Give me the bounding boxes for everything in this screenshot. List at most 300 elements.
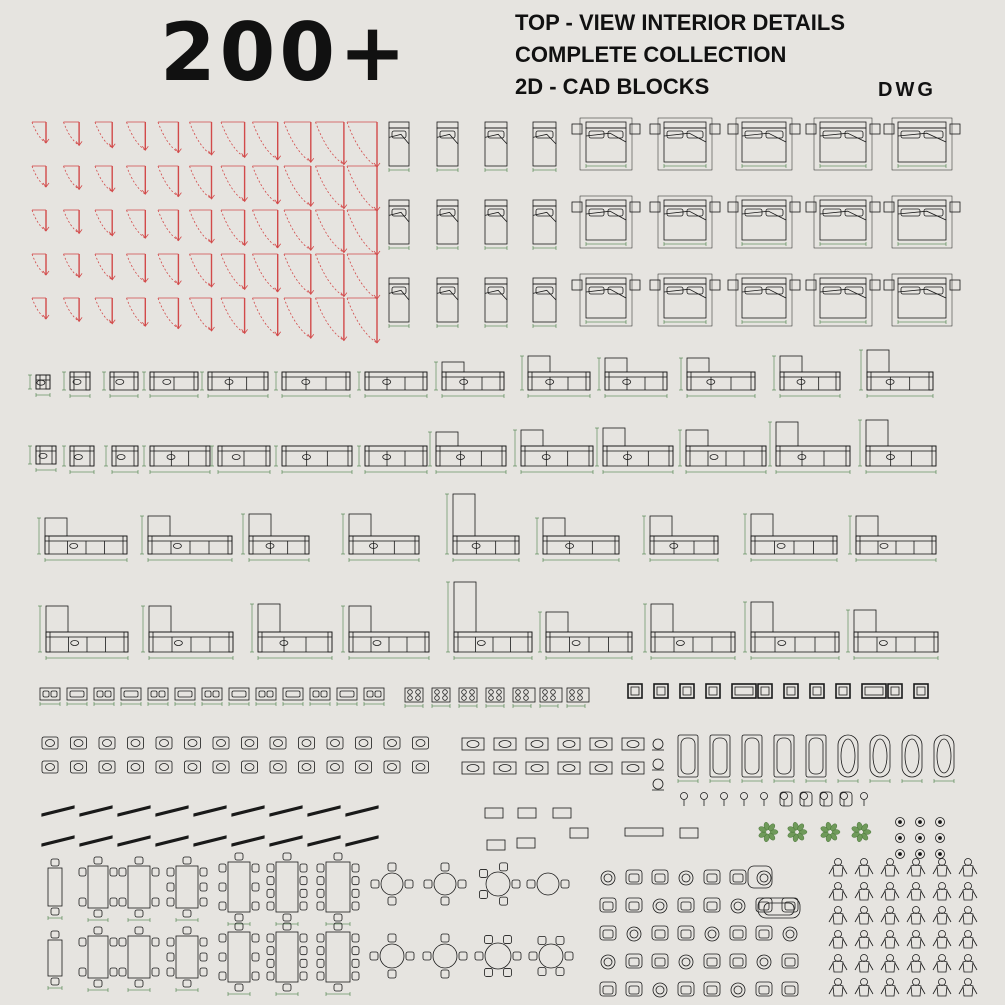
dining-table-icon: [219, 853, 259, 926]
person-icon: [959, 931, 977, 949]
armchair-icon: [704, 898, 720, 912]
sink-icon: [310, 688, 330, 706]
bed-icon: [389, 122, 409, 172]
person-icon: [829, 931, 847, 949]
bathtub-icon: [870, 735, 890, 783]
toilet-icon: [185, 737, 201, 749]
person-icon: [829, 907, 847, 925]
person-icon: [933, 859, 951, 877]
dining-table-icon: [119, 857, 159, 922]
toilet-icon: [356, 737, 372, 749]
bed-icon: [389, 278, 409, 328]
sofa-icon: [62, 372, 90, 398]
dining-table-icon: [317, 923, 359, 996]
toilet-icon: [213, 761, 229, 773]
bed-icon: [806, 196, 880, 248]
sofa-icon: [104, 446, 138, 474]
corner-sofa-icon: [141, 606, 233, 660]
tv-icon: [232, 836, 264, 846]
door-swing-icon: [221, 210, 248, 245]
sofa-icon: [210, 446, 270, 474]
toilet-icon: [185, 761, 201, 773]
sink-icon: [337, 688, 357, 706]
bed-icon: [572, 118, 640, 170]
plant-icon: [936, 850, 945, 859]
armchair-icon: [782, 954, 798, 968]
toilet-icon: [299, 761, 315, 773]
door-swing-icon: [190, 254, 215, 287]
person-icon: [829, 859, 847, 877]
armchair-icon: [730, 954, 746, 968]
corner-sofa-icon: [595, 428, 673, 474]
bathtub-icon: [678, 735, 698, 783]
bed-icon: [884, 196, 960, 248]
corner-sofa-icon: [241, 514, 309, 562]
armchair-icon: [704, 870, 720, 884]
person-icon: [907, 883, 925, 901]
corner-sofa-icon: [513, 430, 593, 474]
dining-table-icon: [317, 853, 359, 926]
stove-icon: [567, 688, 589, 708]
door-swing-icon: [316, 210, 347, 253]
bathtub-icon: [774, 735, 794, 783]
toilet-icon: [71, 737, 87, 749]
person-icon: [959, 907, 977, 925]
tv-icon: [42, 806, 74, 816]
corner-sofa-icon: [445, 494, 519, 562]
sink-icon: [622, 738, 644, 750]
sink-icon: [526, 738, 548, 750]
door-swing-icon: [190, 166, 215, 199]
person-icon: [933, 955, 951, 973]
corner-sofa-icon: [341, 514, 419, 562]
toilet-icon: [156, 761, 172, 773]
person-icon: [933, 907, 951, 925]
door-swing-icon: [284, 122, 314, 162]
round-table-icon: [370, 934, 414, 978]
sofa-icon: [28, 446, 56, 472]
tv-icon: [156, 806, 188, 816]
sink-icon: [558, 762, 580, 774]
sofa-icon: [62, 446, 94, 474]
bed-icon: [806, 118, 880, 170]
sofa-icon: [142, 372, 198, 398]
door-swing-icon: [158, 166, 181, 197]
armchair-icon: [627, 927, 641, 941]
plant-icon: [916, 834, 925, 843]
dining-table-icon: [48, 859, 62, 920]
bed-icon: [650, 118, 720, 170]
person-icon: [959, 955, 977, 973]
sofa-icon: [200, 372, 268, 398]
armchair-icon: [626, 870, 642, 884]
door-swing-icon: [64, 210, 83, 233]
toilet-icon: [721, 793, 728, 807]
cabinet-icon: [628, 684, 642, 698]
stove-icon: [459, 688, 477, 708]
door-swing-icon: [127, 210, 149, 238]
armchair-icon: [679, 871, 693, 885]
door-swing-icon: [347, 122, 380, 167]
armchair-icon: [626, 954, 642, 968]
tv-icon: [232, 806, 264, 816]
sofa-icon: [274, 446, 352, 474]
armchair-icon: [601, 955, 615, 969]
door-swing-icon: [32, 166, 49, 187]
toilet-icon: [781, 793, 788, 807]
plant-icon: [896, 850, 905, 859]
bathtub-icon: [934, 735, 954, 783]
bed-icon: [728, 196, 800, 248]
person-icon: [881, 907, 899, 925]
stove-icon: [513, 688, 535, 708]
dining-table-icon: [119, 927, 159, 992]
bed-icon: [437, 278, 458, 328]
corner-sofa-icon: [341, 606, 429, 660]
door-swing-icon: [127, 254, 149, 282]
armchair-icon: [600, 898, 616, 912]
cabinet-icon: [732, 684, 756, 698]
sofa-icon: [142, 446, 210, 474]
toilet-icon: [681, 793, 688, 807]
door-swing-icon: [64, 254, 83, 277]
armchair-icon: [704, 954, 720, 968]
armchair-icon: [679, 955, 693, 969]
door-swing-icon: [190, 298, 215, 331]
cabinet-icon: [758, 684, 772, 698]
armchair-icon: [782, 898, 798, 912]
sink-icon: [94, 688, 114, 706]
corner-sofa-icon: [743, 602, 839, 660]
dining-table-icon: [167, 857, 207, 922]
title-line-1: TOP - VIEW INTERIOR DETAILS: [515, 10, 846, 35]
door-swing-icon: [127, 122, 149, 150]
plant-icon: [916, 850, 925, 859]
armchair-icon: [652, 926, 668, 940]
person-icon: [881, 931, 899, 949]
person-icon: [881, 955, 899, 973]
dining-table-icon: [267, 923, 307, 996]
sink-icon: [494, 762, 516, 774]
toilet-icon: [270, 737, 286, 749]
bed-icon: [485, 122, 507, 172]
door-swing-icon: [284, 298, 314, 338]
round-table-icon: [479, 863, 520, 905]
person-icon: [907, 931, 925, 949]
toilet-icon: [652, 779, 664, 790]
corner-sofa-icon: [858, 420, 936, 474]
toilet-icon: [156, 737, 172, 749]
armchair-icon: [653, 983, 667, 997]
bathtub-icon: [902, 735, 922, 783]
tv-icon: [346, 836, 378, 846]
person-icon: [855, 979, 873, 997]
armchair-icon: [757, 955, 771, 969]
door-swing-icon: [64, 298, 83, 321]
plant-icon: [896, 834, 905, 843]
bed-icon: [728, 118, 800, 170]
door-swing-icon: [316, 254, 347, 297]
corner-sofa-icon: [768, 422, 850, 474]
stove-icon: [540, 688, 562, 708]
armchair-icon: [601, 871, 615, 885]
sink-icon: [364, 688, 384, 706]
tv-icon: [80, 806, 112, 816]
sink-icon: [121, 688, 141, 706]
toilet-icon: [242, 761, 258, 773]
corner-sofa-icon: [772, 356, 840, 398]
tv-icon: [270, 836, 302, 846]
armchair-icon: [626, 982, 642, 996]
cabinet-icon: [888, 684, 902, 698]
door-swing-icon: [190, 122, 215, 155]
armchair-icon: [730, 926, 746, 940]
bed-icon: [485, 200, 507, 250]
bathtub-icon: [806, 735, 826, 783]
armchair-icon: [731, 899, 745, 913]
door-swing-icon: [221, 298, 248, 333]
person-icon: [855, 955, 873, 973]
sink-icon: [283, 688, 303, 706]
bed-icon: [650, 196, 720, 248]
corner-sofa-icon: [679, 358, 755, 398]
sink-icon: [256, 688, 276, 706]
corner-sofa-icon: [140, 516, 232, 562]
stove-icon: [405, 688, 423, 708]
bathtub-icon: [710, 735, 730, 783]
door-swing-icon: [158, 210, 181, 241]
bed-icon: [533, 200, 556, 250]
armchair-icon: [678, 982, 694, 996]
door-swing-icon: [347, 254, 380, 299]
plant-icon: [916, 818, 925, 827]
bed-icon: [650, 274, 720, 326]
sink-icon: [494, 738, 516, 750]
corner-sofa-icon: [38, 606, 128, 660]
door-swing-icon: [127, 298, 149, 326]
sink-icon: [590, 762, 612, 774]
tv-icon: [80, 836, 112, 846]
door-swing-icon: [190, 210, 215, 243]
cabinet-icon: [654, 684, 668, 698]
door-swing-icon: [253, 298, 281, 336]
person-icon: [933, 979, 951, 997]
round-table-icon: [527, 873, 569, 895]
person-icon: [959, 883, 977, 901]
person-icon: [855, 931, 873, 949]
armchair-icon: [757, 871, 771, 885]
cabinet-icon: [517, 838, 535, 848]
corner-sofa-icon: [446, 582, 532, 660]
round-table-icon: [423, 934, 467, 978]
person-icon: [907, 859, 925, 877]
cabinet-icon: [836, 684, 850, 698]
plant-icon: [787, 822, 807, 843]
armchair-icon: [626, 898, 642, 912]
toilet-icon: [652, 759, 664, 770]
armchair-icon: [705, 927, 719, 941]
corner-sofa-icon: [743, 514, 837, 562]
corner-sofa-icon: [846, 610, 938, 660]
person-icon: [829, 979, 847, 997]
person-icon: [907, 979, 925, 997]
door-swing-icon: [253, 122, 281, 160]
person-icon: [829, 883, 847, 901]
sink-icon: [462, 738, 484, 750]
armchair-icon: [756, 982, 772, 996]
tv-icon: [42, 836, 74, 846]
sink-icon: [148, 688, 168, 706]
bed-icon: [533, 278, 556, 328]
corner-sofa-icon: [428, 432, 506, 474]
corner-sofa-icon: [37, 518, 127, 562]
format-label: DWG: [878, 79, 936, 101]
bed-icon: [485, 278, 507, 328]
toilet-icon: [42, 737, 58, 749]
armchair-icon: [783, 927, 797, 941]
round-table-icon: [475, 936, 521, 977]
door-swing-icon: [316, 166, 347, 209]
door-swing-icon: [347, 210, 380, 255]
armchair-icon: [652, 870, 668, 884]
person-icon: [959, 979, 977, 997]
round-table-icon: [529, 936, 573, 975]
sink-icon: [558, 738, 580, 750]
toilet-icon: [701, 793, 708, 807]
plant-icon: [896, 818, 905, 827]
door-swing-icon: [32, 210, 49, 231]
plant-icon: [851, 822, 871, 843]
bed-icon: [728, 274, 800, 326]
door-swing-icon: [95, 298, 115, 324]
door-swing-icon: [95, 166, 115, 192]
bed-icon: [389, 200, 409, 250]
door-swing-icon: [32, 298, 49, 319]
corner-sofa-icon: [597, 358, 667, 398]
tv-icon: [118, 836, 150, 846]
toilet-icon: [128, 737, 144, 749]
door-swing-icon: [127, 166, 149, 194]
door-swing-icon: [284, 166, 314, 206]
tv-icon: [194, 836, 226, 846]
bed-icon: [572, 196, 640, 248]
bed-icon: [437, 122, 458, 172]
corner-sofa-icon: [538, 612, 632, 660]
corner-sofa-icon: [535, 518, 619, 562]
stove-icon: [486, 688, 504, 708]
toilet-icon: [99, 761, 115, 773]
tv-icon: [346, 806, 378, 816]
corner-sofa-icon: [643, 604, 735, 660]
bed-icon: [806, 274, 880, 326]
plant-icon: [820, 822, 840, 843]
toilet-icon: [327, 761, 343, 773]
door-swing-icon: [64, 122, 83, 145]
plant-icon: [936, 818, 945, 827]
toilet-icon: [299, 737, 315, 749]
door-swing-icon: [347, 166, 380, 211]
sink-icon: [175, 688, 195, 706]
tv-icon: [308, 836, 340, 846]
sofa-icon: [758, 898, 800, 918]
sink-icon: [202, 688, 222, 706]
armchair-icon: [678, 898, 694, 912]
armchair-icon: [600, 982, 616, 996]
door-swing-icon: [284, 210, 314, 250]
toilet-icon: [99, 737, 115, 749]
sofa-icon: [102, 372, 138, 398]
armchair-icon: [731, 983, 745, 997]
person-icon: [881, 859, 899, 877]
door-swing-icon: [347, 298, 380, 343]
armchair-icon: [600, 926, 616, 940]
door-swing-icon: [253, 166, 281, 204]
person-icon: [933, 931, 951, 949]
dining-table-icon: [48, 931, 62, 990]
sink-icon: [40, 688, 60, 706]
door-swing-icon: [253, 210, 281, 248]
door-swing-icon: [158, 254, 181, 285]
dining-table-icon: [167, 927, 207, 992]
toilet-icon: [741, 793, 748, 807]
door-swing-icon: [32, 254, 49, 275]
armchair-icon: [653, 899, 667, 913]
sink-icon: [67, 688, 87, 706]
cabinet-icon: [706, 684, 720, 698]
stove-icon: [432, 688, 450, 708]
bathtub-icon: [742, 735, 762, 783]
person-icon: [907, 955, 925, 973]
tv-icon: [118, 806, 150, 816]
armchair-icon: [782, 982, 798, 996]
cabinet-icon: [914, 684, 928, 698]
sink-icon: [462, 762, 484, 774]
bathtub-icon: [838, 735, 858, 783]
toilet-icon: [413, 761, 429, 773]
door-swing-icon: [64, 166, 83, 189]
toilet-icon: [384, 737, 400, 749]
cabinet-icon: [487, 840, 505, 850]
plant-icon: [936, 834, 945, 843]
cabinet-icon: [518, 808, 536, 818]
tv-icon: [156, 836, 188, 846]
round-table-icon: [424, 863, 466, 905]
title-line-2: COMPLETE COLLECTION: [515, 42, 787, 67]
toilet-icon: [71, 761, 87, 773]
door-swing-icon: [221, 166, 248, 201]
door-swing-icon: [95, 210, 115, 236]
door-swing-icon: [253, 254, 281, 292]
armchair-icon: [756, 926, 772, 940]
armchair-icon: [678, 926, 694, 940]
round-table-icon: [371, 863, 413, 905]
dining-table-icon: [219, 923, 259, 996]
toilet-icon: [384, 761, 400, 773]
cabinet-icon: [810, 684, 824, 698]
door-swing-icon: [316, 122, 347, 165]
bed-icon: [437, 200, 458, 250]
cabinet-icon: [570, 828, 588, 838]
sofa-icon: [28, 375, 50, 397]
cabinet-icon: [680, 828, 698, 838]
door-swing-icon: [158, 298, 181, 329]
door-swing-icon: [316, 298, 347, 341]
person-icon: [881, 979, 899, 997]
toilet-icon: [801, 793, 808, 807]
person-icon: [829, 955, 847, 973]
corner-sofa-icon: [250, 604, 332, 660]
cabinet-icon: [862, 684, 886, 698]
